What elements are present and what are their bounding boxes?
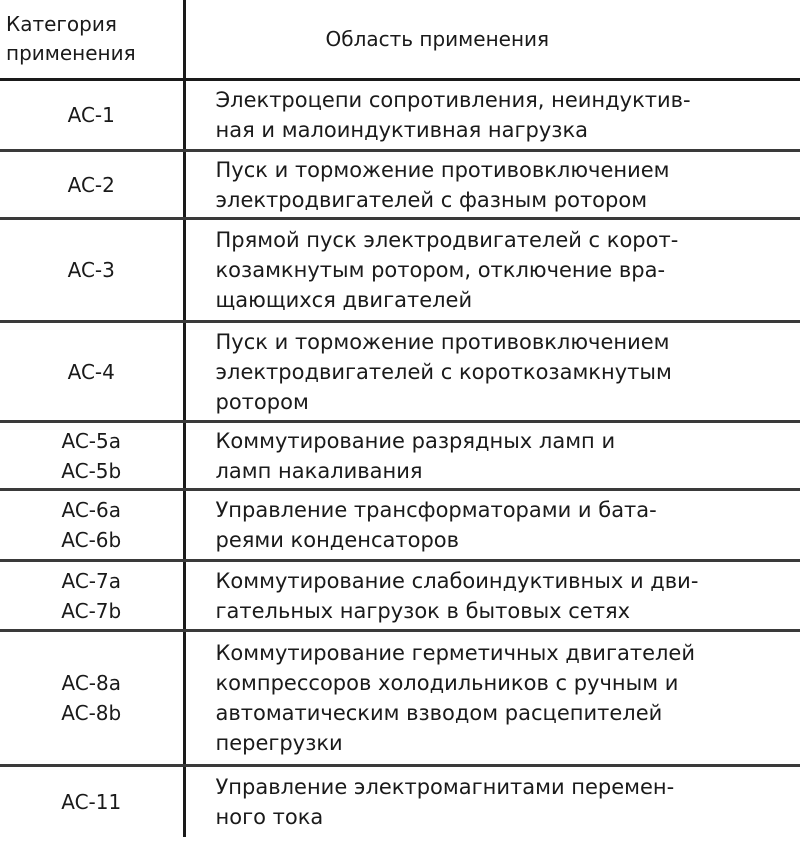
table-row-ac-11 <box>0 766 800 837</box>
table-row-ac-7 <box>0 561 800 631</box>
table-row-ac-5 <box>0 422 800 490</box>
header-category-line: применения <box>6 41 136 65</box>
description-line: Прямой пуск электродвигателей с корот- <box>215 228 679 252</box>
description-line: Пуск и торможение противовключением <box>215 157 670 182</box>
category-code: AC-3 <box>67 258 115 282</box>
category-code: AC-4 <box>67 359 115 384</box>
description-line: перегрузки <box>215 731 343 755</box>
description-line: Пуск и торможение противовключением <box>215 329 670 354</box>
category-cell <box>0 80 184 151</box>
category-code: AC-8b <box>61 701 122 725</box>
description-cell <box>184 422 800 490</box>
header-area: Область применения <box>184 0 800 80</box>
description-line: Управление трансформаторами и бата- <box>215 498 657 522</box>
description-line: автоматическим взводом расцепителей <box>215 701 663 725</box>
description-line: ная и малоиндуктивная нагрузка <box>215 118 588 142</box>
header-row <box>0 0 800 80</box>
category-code: AC-2 <box>67 172 115 197</box>
description-cell <box>184 631 800 766</box>
category-code: AC-6a <box>61 498 121 522</box>
header-category-line: Категория <box>6 12 117 36</box>
category-cell <box>0 322 184 422</box>
description-line: ротором <box>215 389 309 414</box>
category-code: AC-11 <box>61 789 122 814</box>
category-cell <box>0 219 184 322</box>
category-code: AC-7a <box>61 568 121 593</box>
description-cell <box>184 490 800 561</box>
description-cell <box>184 219 800 322</box>
description-cell <box>184 151 800 219</box>
category-code: AC-5b <box>61 458 122 483</box>
category-code: AC-1 <box>67 103 115 127</box>
category-code: AC-5a <box>61 428 121 453</box>
category-cell <box>0 561 184 631</box>
description-cell <box>184 80 800 151</box>
category-code: AC-6b <box>61 528 122 552</box>
table-row-ac-1 <box>0 80 800 151</box>
description-line: электродвигателей с фазным ротором <box>215 187 648 212</box>
table-row-ac-8 <box>0 631 800 766</box>
description-cell <box>184 766 800 837</box>
description-line: Управление электромагнитами перемен- <box>215 774 675 799</box>
table-row-ac-3 <box>0 219 800 322</box>
table-row-ac-6 <box>0 490 800 561</box>
description-line: щающихся двигателей <box>215 288 473 312</box>
description-line: Коммутирование разрядных ламп и <box>215 428 616 453</box>
description-line: электродвигателей с короткозамкнутым <box>215 359 672 384</box>
category-cell <box>0 422 184 490</box>
description-line: компрессоров холодильников с ручным и <box>215 671 679 695</box>
table-row-ac-4 <box>0 322 800 422</box>
description-line: козамкнутым ротором, отключение вра- <box>215 258 666 282</box>
description-line: Коммутирование слабоиндуктивных и дви- <box>215 568 699 593</box>
description-line: Электроцепи сопротивления, неиндуктив- <box>215 88 691 112</box>
category-code: AC-8a <box>61 671 121 695</box>
description-line: Коммутирование герметичных двигателей <box>215 641 695 665</box>
description-line: ламп накаливания <box>215 458 423 483</box>
description-line: гательных нагрузок в бытовых сетях <box>215 598 631 623</box>
description-cell <box>184 322 800 422</box>
category-cell <box>0 766 184 837</box>
description-line: ного тока <box>215 804 324 829</box>
table-row-ac-2 <box>0 151 800 219</box>
header-category <box>0 0 184 80</box>
description-line: реями конденсаторов <box>215 528 460 552</box>
category-cell <box>0 490 184 561</box>
category-code: AC-7b <box>61 598 122 623</box>
category-cell <box>0 631 184 766</box>
category-cell <box>0 151 184 219</box>
description-cell <box>184 561 800 631</box>
